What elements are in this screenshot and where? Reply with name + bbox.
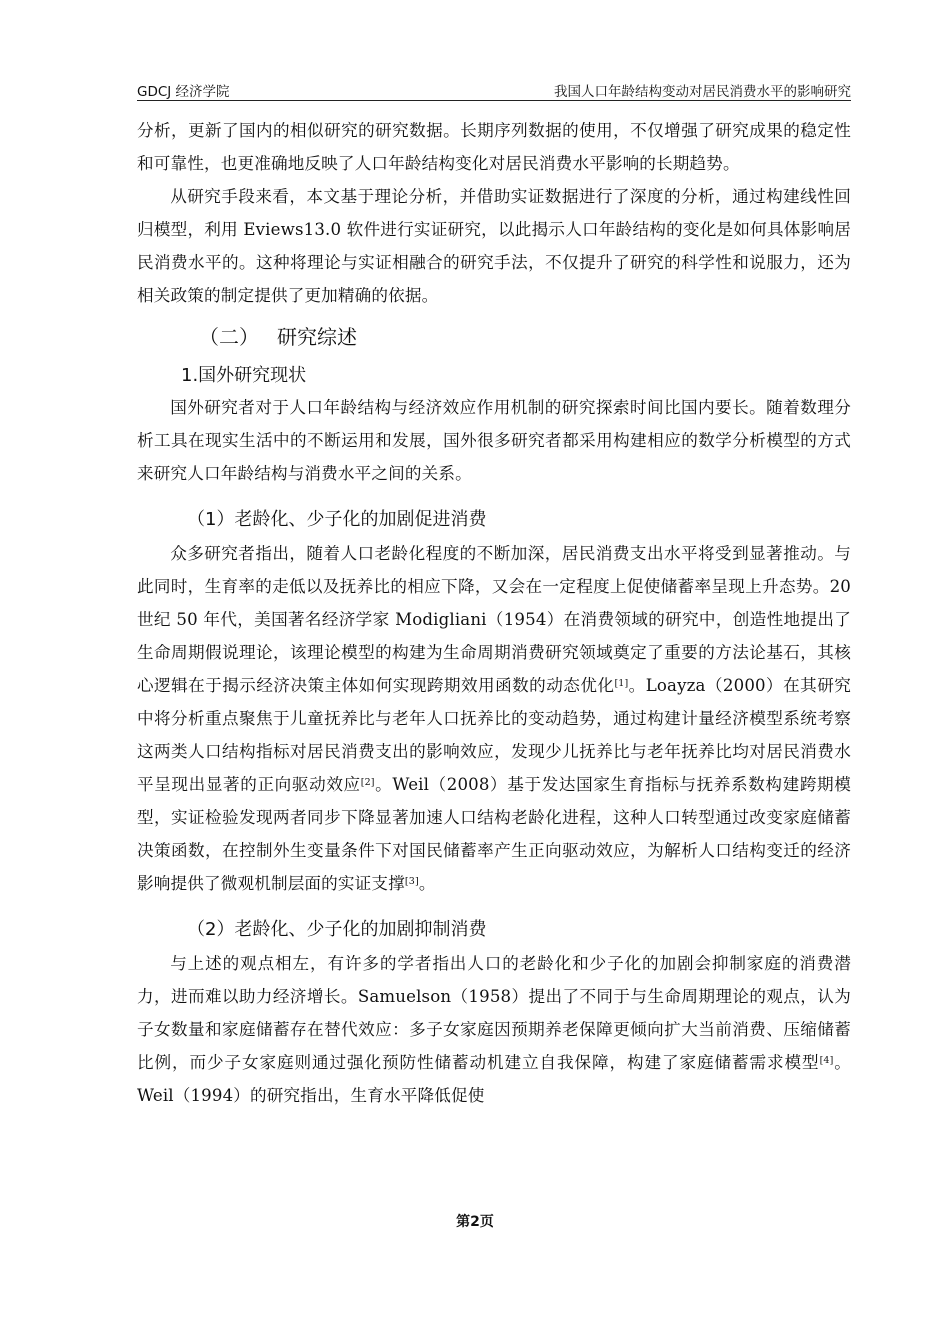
paragraph-continuation: 分析，更新了国内的相似研究的研究数据。长期序列数据的使用，不仅增强了研究成果的稳定性和可靠性，也更准确地反映了人口年龄结构变化对居民消费水平影响的长期趋势。: [137, 121, 851, 173]
text-run: 。Loayza（2000）在其研究中将分析重点聚焦于儿童抚养比与老年人口抚养比的变动趋势，通过构建计量经济模型系统考察这两类人口结构指标对居民消费支出的影响效应，发现少儿抚养比与老年抚养比均对居民消费水平呈现出显著的正向驱动效应: [137, 676, 851, 794]
header-institution: GDCJ 经济学院: [137, 84, 230, 100]
subsubsection-heading-suppress: （2）老龄化、少子化的加剧抑制消费: [187, 919, 487, 940]
text-run: 众多研究者指出，随着人口老龄化程度的不断加深，居民消费支出水平将受到显著推动。与此同时，生育率的走低以及抚养比的相应下降，又会在一定程度上促使储蓄率呈现上升态势。20 世纪 50 年代，美国著名经济学家 Modigliani（1954）在消费领域的研究中，创造性地提出了生命周期假说理论，该理论模型的构建为生命周期消费研究领域奠定了重要的方法论基石，其核心逻辑在于揭示经济决策主体如何实现跨期效用函数的动态优化: [137, 544, 851, 695]
citation-ref-3: [3]: [404, 876, 419, 887]
section-number: （二）: [199, 325, 259, 349]
citation-ref-1: [1]: [614, 678, 629, 689]
page-content: [137, 114, 851, 1112]
section-title: 研究综述: [277, 325, 357, 349]
header-thesis-title: 我国人口年龄结构变动对居民消费水平的影响研究: [554, 84, 851, 100]
paragraph-suppress-consumption: [137, 947, 851, 1112]
citation-ref-4: [4]: [819, 1055, 834, 1066]
subsubsection-heading-promote: （1）老龄化、少子化的加剧促进消费: [187, 509, 487, 530]
text-run: 。Weil（2008）基于发达国家生育指标与抚养系数构建跨期模型，实证检验发现两者同步下降显著加速人口结构老龄化进程，这种人口转型通过改变家庭储蓄决策函数，在控制外生变量条件下对国民储蓄率产生正向驱动效应，为解析人口结构变迁的经济影响提供了微观机制层面的实证支撑: [137, 775, 852, 893]
paragraph-promote-consumption: [137, 537, 851, 900]
page-number: 第2页: [456, 1214, 494, 1230]
subsection-heading: 1.国外研究现状: [181, 365, 307, 386]
page-header: [137, 78, 851, 101]
text-run: 与上述的观点相左，有许多的学者指出人口的老龄化和少子化的加剧会抑制家庭的消费潜力，进而难以助力经济增长。Samuelson（1958）提出了不同于与生命周期理论的观点，认为子女数量和家庭储蓄存在替代效应：多子女家庭因预期养老保障更倾向扩大当前消费、压缩储蓄比例，而少子女家庭则通过强化预防性储蓄动机建立自我保障，构建了家庭储蓄需求模型: [137, 954, 851, 1072]
text-run: 。: [418, 874, 436, 893]
paragraph-research-method: 从研究手段来看，本文基于理论分析，并借助实证数据进行了深度的分析，通过构建线性回归模型，利用 Eviews13.0 软件进行实证研究，以此揭示人口年龄结构的变化是如何具体影响居民消费水平的。这种将理论与实证相融合的研究手法，不仅提升了研究的科学性和说服力，还为相关政策的制定提供了更加精确的依据。: [137, 187, 851, 305]
paragraph-foreign-overview: 国外研究者对于人口年龄结构与经济效应作用机制的研究探索时间比国内要长。随着数理分析工具在现实生活中的不断运用和发展，国外很多研究者都采用构建相应的数学分析模型的方式来研究人口年龄结构与消费水平之间的关系。: [137, 398, 851, 483]
text-run: 。Weil（1994）的研究指出，生育水平降低促使: [137, 1053, 851, 1105]
section-heading: [137, 325, 851, 349]
citation-ref-2: [2]: [360, 777, 375, 788]
